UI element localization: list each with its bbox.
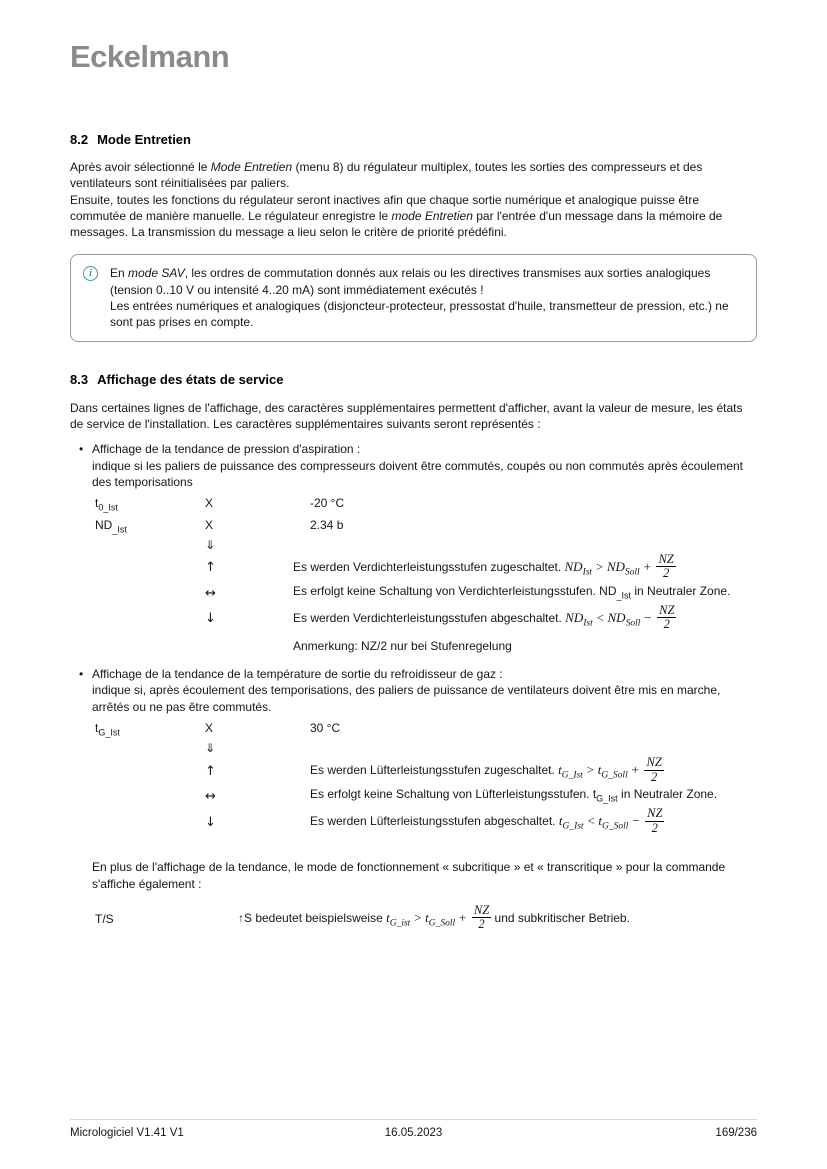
gas-cooler-table xyxy=(95,720,757,837)
section-8-3-title: Affichage des états de service xyxy=(97,371,284,387)
page-footer xyxy=(70,1119,757,1139)
trend-down-text: Es werden Verdichterleistungsstufen abgeschaltet. $ND_{Ist} < ND_{Soll}$ − $\frac{NZ}{2}$ xyxy=(293,602,675,632)
double-down-arrow-icon: ⇓ xyxy=(205,741,216,756)
footer-date: 16.05.2023 xyxy=(384,1127,443,1139)
ts-text: ↑S bedeutet beispielsweise $t_{G\_ist} > t_{G\_Soll}$ + $\frac{NZ}{2}$ und subkritischer Betrieb. xyxy=(238,902,630,932)
measure-row-tg xyxy=(95,720,757,741)
trend-neutral-row xyxy=(205,583,757,604)
suction-pressure-table xyxy=(95,495,757,654)
bullet-marker: • xyxy=(79,666,84,681)
trend-down-row xyxy=(205,807,757,837)
section-8-3-number: 8.3 xyxy=(70,371,89,387)
ts-mode-row xyxy=(95,904,757,934)
info-note-text: En mode SAV, les ordres de commutation donnés aux relais ou les directives transmises aux sorties analogiques (tension 0..10 V ou intensité 4..20 mA) sont immédiatement exécutés ! Les entrées numériques et analogiques (disjoncteur-protecteur, pressostat d'huile, transmetteur de pression, etc.) ne sont pas prises en compte. xyxy=(110,266,729,330)
closing-paragraph: En plus de l'affichage de la tendance, le mode de fonctionnement « subcritique » et « transcritique » pour la commande s'affiche également : xyxy=(92,860,726,891)
measure-label-tg-ist: $t_{G\_Ist}$ xyxy=(95,720,120,738)
trend-up-text: Es werden Lüfterleistungsstufen zugeschaltet. $t_{G\_Ist} > t_{G\_Soll}$ + $\frac{NZ}{2}$ xyxy=(310,755,662,784)
footer-firmware-version: Micrologiciel V1.41 V1 xyxy=(70,1127,184,1139)
measure-value: 30 °C xyxy=(310,720,341,735)
measure-label-t0-ist: $t_{0\_Ist}$ xyxy=(95,496,118,513)
bullet-suction-pressure-trend xyxy=(79,441,757,490)
measure-flag: X xyxy=(205,720,214,735)
bullet-suction-pressure-text: Affichage de la tendance de pression d'aspiration : indique si les paliers de puissance des compresseurs doivent être commutés, coupés ou non commutés après écoulement des temporisations xyxy=(92,442,744,489)
arrow-down-icon: ↓ xyxy=(205,611,216,627)
measure-flag: X xyxy=(205,496,214,511)
info-icon: i xyxy=(83,266,98,281)
bullet-marker: • xyxy=(79,442,84,457)
info-note-box xyxy=(70,254,757,341)
table-note: Anmerkung: NZ/2 nur bei Stufenregelung xyxy=(293,638,512,653)
trend-down-text: Es werden Lüfterleistungsstufen abgeschaltet. $t_{G\_Ist} < t_{G\_Soll}$ − $\frac{NZ}{2}$ xyxy=(310,806,663,835)
arrow-down-icon: ↓ xyxy=(205,814,216,830)
trend-neutral-text: Es erfolgt keine Schaltung von Verdichterleistungsstufen. $ND_{\_Ist}$ in Neutraler Zone. xyxy=(293,584,731,601)
trend-up-row xyxy=(205,553,757,583)
bullet-gas-cooler-text: Affichage de la tendance de la température de sortie du refroidisseur de gaz : indique si, après écoulement des temporisations, des paliers de puissance de ventilateurs doivent être mis en marche, arrêtés ou ne pas être commutés. xyxy=(92,666,721,714)
measure-row-t0 xyxy=(95,495,757,516)
arrow-up-icon: ↑ xyxy=(205,763,216,779)
measure-label-nd-ist: $ND_{\_Ist}$ xyxy=(95,517,127,534)
measure-value: 2.34 b xyxy=(310,517,344,532)
bullet-gas-cooler-trend xyxy=(79,666,757,715)
arrow-up-icon: ↑ xyxy=(205,560,216,576)
ts-label: T/S xyxy=(95,911,114,926)
trend-down-row xyxy=(205,604,757,634)
trend-neutral-row xyxy=(205,786,757,807)
measure-row-nd xyxy=(95,517,757,538)
trend-up-row xyxy=(205,756,757,786)
arrow-left-right-icon: ↔ xyxy=(205,585,216,601)
section-8-3-heading xyxy=(70,372,757,388)
trend-up-text: Es werden Verdichterleistungsstufen zugeschaltet. $ND_{Ist} > ND_{Soll}$ + $\frac{NZ}{2}$ xyxy=(293,551,674,581)
section-8-3-intro: Dans certaines lignes de l'affichage, des caractères supplémentaires permettent d'afficher, avant la valeur de mesure, les états de service de l'installation. Les caractères supplémentaires suivants seront représentés : xyxy=(70,400,743,431)
section-8-2-heading xyxy=(70,132,757,148)
section-8-2-paragraph: Après avoir sélectionné le Mode Entretien (menu 8) du régulateur multiplex, toutes les sorties des compresseurs et des ventilateurs sont réinitialisées par paliers. Ensuite, toutes les fonctions du régulateur seront inactives afin que chaque sortie numérique et analogique puisse être commutée de manière manuelle. Le régulateur enregistre le mode Entretien par l'entrée d'un message dans la mémoire de messages. La transmission du message a lieu selon le critère de priorité prédéfini. xyxy=(70,160,723,240)
footer-page-number: 169/236 xyxy=(715,1127,757,1139)
trend-neutral-text: Es erfolgt keine Schaltung von Lüfterleistungsstufen. $t_{G\_Ist}$ in Neutraler Zone. xyxy=(310,787,718,804)
eckelmann-logo: Eckelmann xyxy=(70,39,230,74)
measure-value: -20 °C xyxy=(310,496,345,511)
measure-flag: X xyxy=(205,517,214,532)
double-down-arrow-icon: ⇓ xyxy=(205,537,216,552)
arrow-left-right-icon: ↔ xyxy=(205,789,216,805)
section-8-2-title: Mode Entretien xyxy=(97,132,191,147)
section-8-2-number: 8.2 xyxy=(70,132,89,147)
